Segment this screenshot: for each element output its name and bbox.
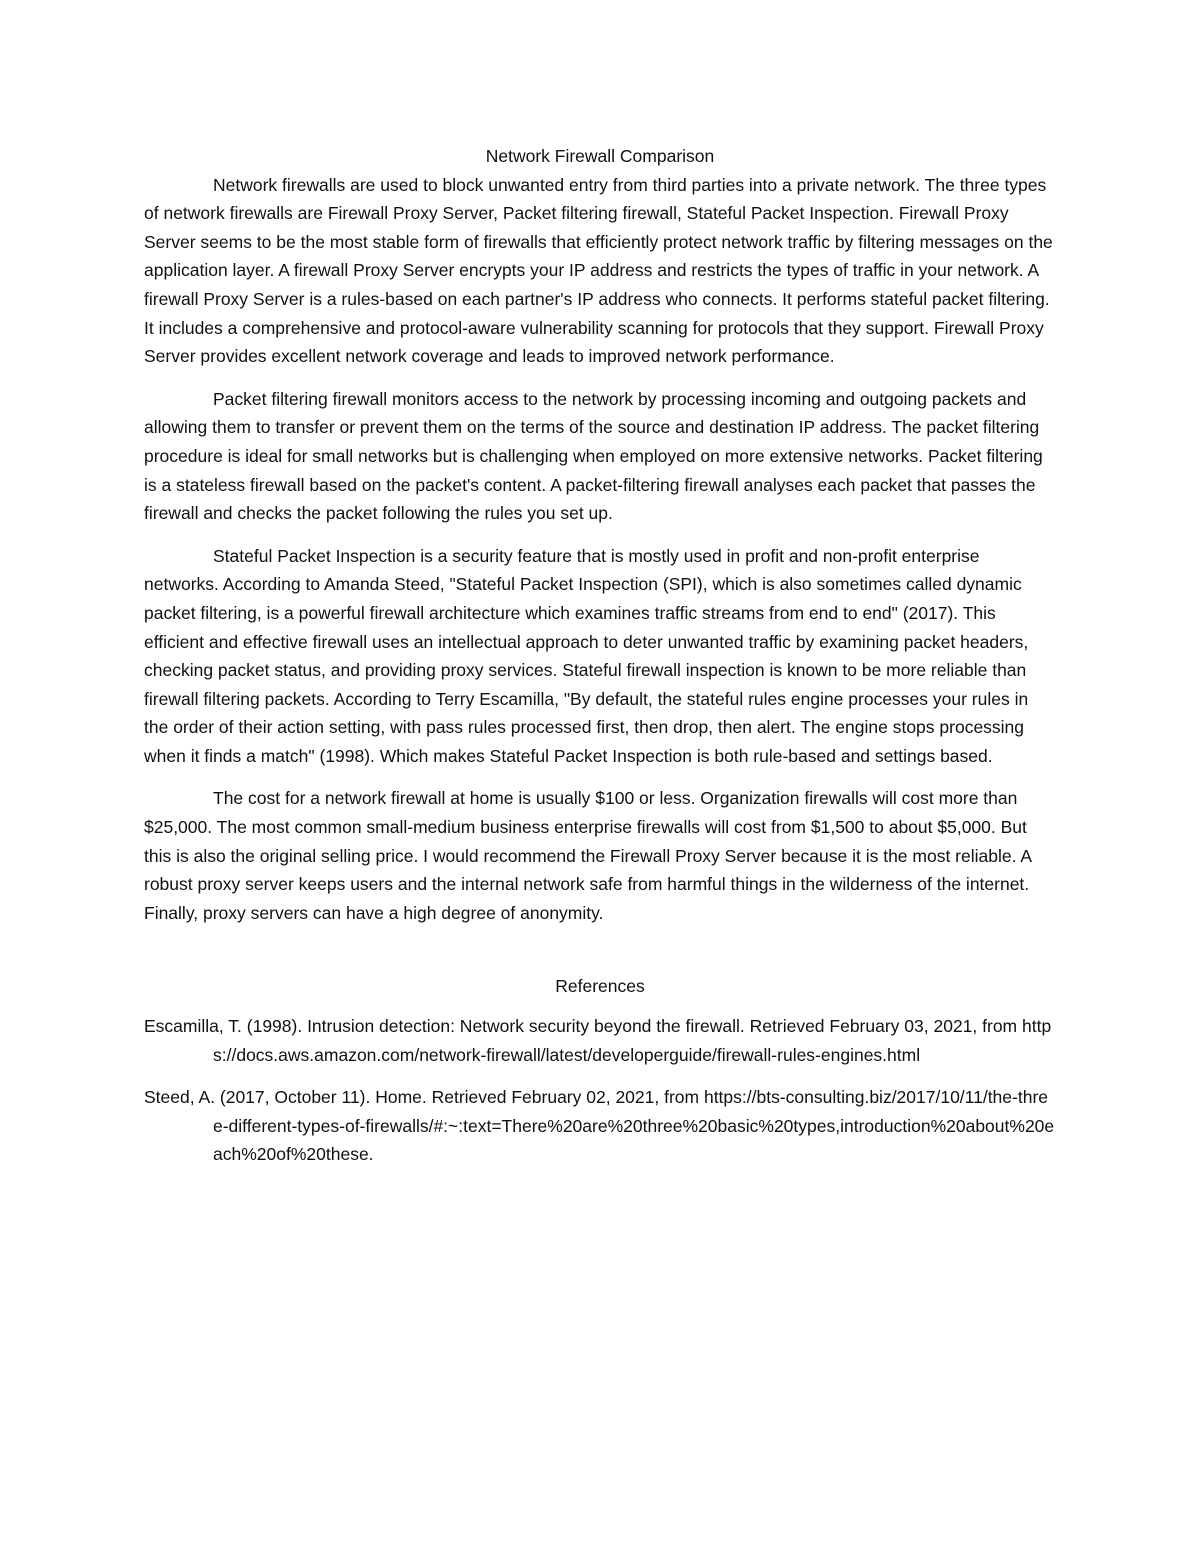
paragraph-intro: Network firewalls are used to block unwanted entry from third parties into a private network. The three types of network firewalls are Firewall Proxy Server, Packet filtering firewall, Stateful Packet Inspection. Firewall Proxy Server seems to be the most stable form of firewalls that efficiently protect network traffic by filtering messages on the application layer. A firewall Proxy Server encrypts your IP address and restricts the types of traffic in your network. A firewall Proxy Server is a rules-based on each partner's IP address who connects. It performs stateful packet filtering. It includes a comprehensive and protocol-aware vulnerability scanning for protocols that they support. Firewall Proxy Server provides excellent network coverage and leads to improved network performance. <box>144 174 1053 367</box>
paragraph-cost: The cost for a network firewall at home is usually $100 or less. Organization firewalls will cost more than $25,000. The most common small-medium business enterprise firewalls will cost from $1,500 to about $5,000. But this is also the original selling price. I would recommend the Firewall Proxy Server because it is the most reliable. A robust proxy server keeps users and the internal network safe from harmful things in the wilderness of the internet. Finally, proxy servers can have a high degree of anonymity. <box>144 788 1032 923</box>
reference-item: Steed, A. (2017, October 11). Home. Retrieved February 02, 2021, from https://bts-consulting.biz/2017/10/11/the-three-different-types-of-firewalls/#:~:text=There%20are%20three%20basic%20types,introduction%20about%20each%20of%20these. <box>144 1087 1055 1165</box>
page-title: Network Firewall Comparison <box>485 146 715 166</box>
document-body <box>144 142 1056 1183</box>
reference-item: Escamilla, T. (1998). Intrusion detection: Network security beyond the firewall. Retrieved February 03, 2021, from https://docs.aws.amazon.com/network-firewall/latest/developerguide/firewall-rules-engines.html <box>144 1016 1052 1065</box>
references-heading: References <box>555 976 645 997</box>
paragraph-stateful-inspection: Stateful Packet Inspection is a security feature that is mostly used in profit and non-profit enterprise networks. According to Amanda Steed, "Stateful Packet Inspection (SPI), which is also sometimes called dynamic packet filtering, is a powerful firewall architecture which examines traffic streams from end to end" (2017). This efficient and effective firewall uses an intellectual approach to deter unwanted traffic by examining packet headers, checking packet status, and providing proxy services. Stateful firewall inspection is known to be more reliable than firewall filtering packets. According to Terry Escamilla, "By default, the stateful rules engine processes your rules in the order of their action setting, with pass rules processed first, then drop, then alert. The engine stops processing when it finds a match" (1998). Which makes Stateful Packet Inspection is both rule-based and settings based. <box>144 545 1029 766</box>
paragraph-packet-filtering: Packet filtering firewall monitors access to the network by processing incoming and outgoing packets and allowing them to transfer or prevent them on the terms of the source and destination IP address. The packet filtering procedure is ideal for small networks but is challenging when employed on more extensive networks. Packet filtering is a stateless firewall based on the packet's content. A packet-filtering firewall analyses each packet that passes the firewall and checks the packet following the rules you set up. <box>144 388 1043 524</box>
